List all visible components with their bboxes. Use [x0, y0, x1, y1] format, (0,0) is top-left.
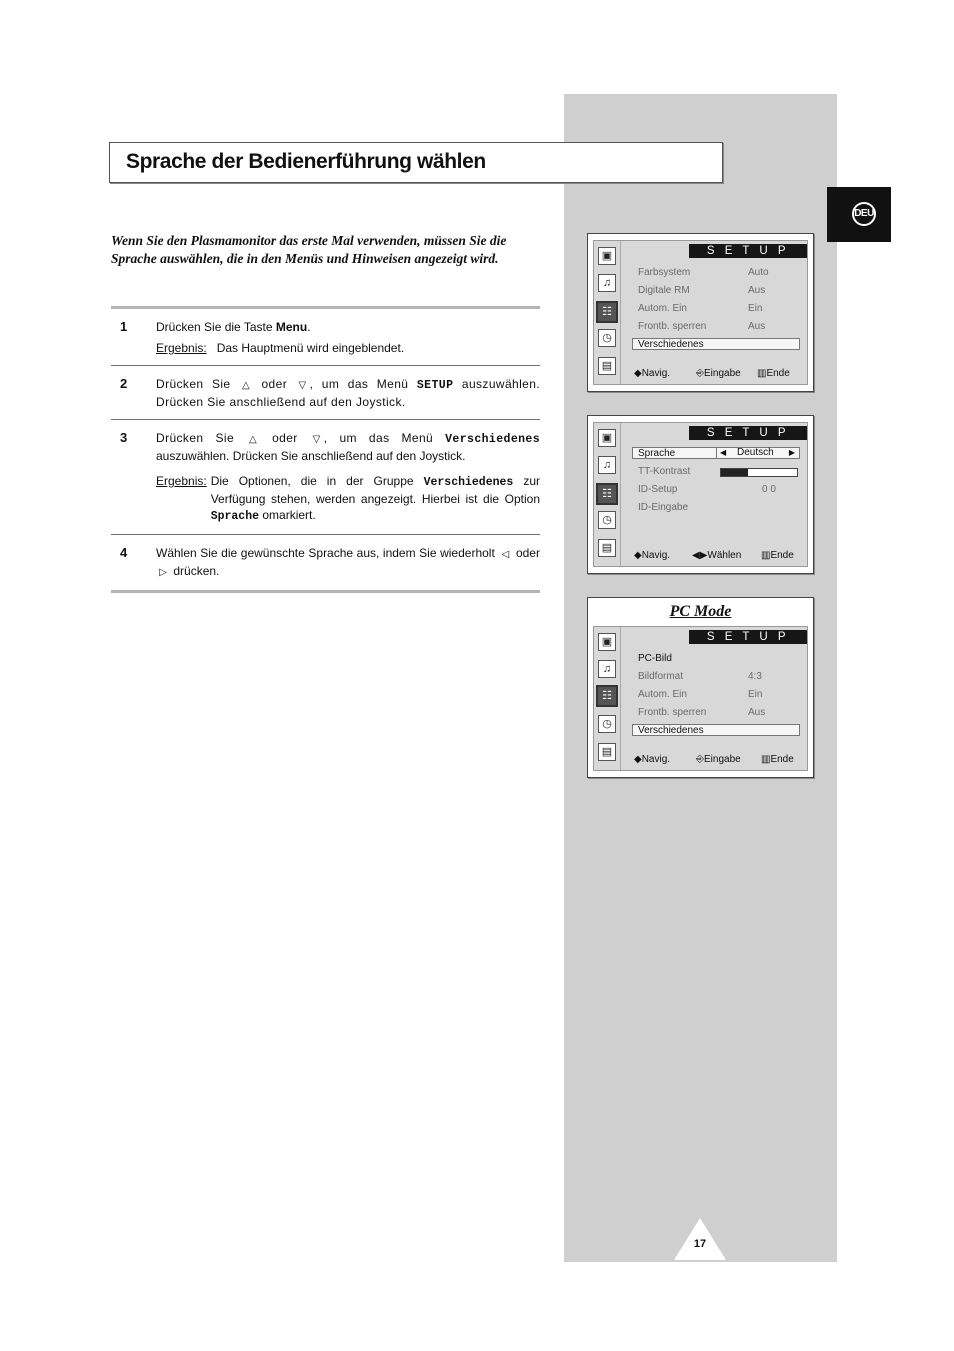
step-text-part: auszuwählen. Drücken Sie anschließend auf den Joystick.: [156, 449, 466, 463]
picture-menu-icon: ▣: [598, 633, 616, 651]
row-value: Aus: [748, 285, 766, 296]
enter-hint-label: Eingabe: [704, 368, 741, 379]
row-label: Farbsystem: [638, 267, 691, 278]
nav-hint: ◆Navig.: [634, 754, 671, 765]
row-value: Ein: [748, 303, 763, 314]
row-label: Frontb. sperren: [638, 321, 707, 332]
menu-name: Verschiedenes: [423, 476, 514, 489]
option-name: Sprache: [210, 510, 260, 523]
menu-row: [638, 466, 690, 477]
step-text-part: , um das Menü: [323, 431, 434, 445]
step-1: [111, 309, 540, 365]
osd-panel: [593, 240, 808, 385]
step-text-part: oder: [515, 546, 540, 560]
step-text-part: , um das Menü: [309, 377, 409, 391]
setup-header: S E T U P: [689, 244, 807, 258]
menu-row: [638, 285, 766, 296]
tt-contrast-fill: [721, 469, 748, 476]
menu-row: [638, 653, 672, 664]
step-text: [156, 319, 540, 335]
step-text-part: Drücken Sie die Taste: [156, 320, 276, 334]
menu-row: [638, 267, 769, 278]
setup-menu-icon: ☷: [598, 303, 616, 321]
timer-menu-icon: ◷: [598, 329, 616, 347]
picture-menu-icon: ▣: [598, 429, 616, 447]
chevron-right-icon: ▶: [788, 448, 795, 457]
page-number: 17: [693, 1238, 707, 1250]
enter-hint-label: Eingabe: [704, 754, 741, 765]
sound-menu-icon: ♫: [598, 274, 616, 292]
step-number: 3: [120, 430, 128, 445]
osd-screen-language: [587, 415, 814, 574]
menu-row: [638, 689, 763, 700]
menu-icon-column: [594, 423, 621, 566]
menu-name: Verschiedenes: [445, 433, 541, 446]
exit-hint: ▥Ende: [761, 550, 794, 561]
result-text-part: zur Verfügung stehen, werden angezeigt. Hierbei ist die Option: [210, 474, 541, 506]
step-text: [156, 545, 540, 581]
exit-hint-label: Ende: [770, 754, 794, 765]
menu-row-selected: [638, 339, 704, 350]
setup-menu-icon: ☷: [598, 687, 616, 705]
result-text-part: omarkiert.: [262, 508, 316, 522]
row-value: 4:3: [748, 671, 762, 682]
menu-row: [638, 707, 766, 718]
setup-menu-icon: ☷: [598, 485, 616, 503]
up-arrow-icon: △: [241, 380, 251, 391]
up-arrow-icon: △: [249, 434, 258, 445]
step-3: [111, 420, 540, 534]
row-label: Autom. Ein: [638, 303, 687, 314]
menu-name: SETUP: [416, 379, 454, 392]
osd-screen-pc-mode: [587, 597, 814, 778]
row-label: ID-Setup: [638, 484, 678, 495]
row-label: TT-Kontrast: [638, 466, 691, 477]
result-text: [211, 473, 540, 525]
title-box: [109, 142, 723, 183]
left-arrow-icon: ◁: [501, 549, 510, 560]
row-label: Verschiedenes: [638, 725, 704, 736]
menu-row: [638, 321, 766, 332]
language-badge: DEU: [852, 202, 876, 226]
row-label: Bildformat: [638, 671, 684, 682]
osd-footer: [634, 368, 803, 380]
step-text-part: drücken.: [173, 564, 220, 578]
nav-hint: ◆Navig.: [634, 550, 671, 561]
language-selector[interactable]: [716, 447, 801, 459]
row-label: Frontb. sperren: [638, 707, 707, 718]
sound-menu-icon: ♫: [598, 456, 616, 474]
step-number: 4: [120, 545, 128, 560]
divider: [111, 590, 540, 593]
row-value: Auto: [748, 267, 769, 278]
osd-panel: [593, 626, 808, 771]
row-label: Autom. Ein: [638, 689, 687, 700]
menu-row: [638, 303, 763, 314]
osd-screen-setup: [587, 233, 814, 392]
exit-hint-label: Ende: [770, 550, 794, 561]
result-label: Ergebnis:: [156, 474, 207, 488]
sound-menu-icon: ♫: [598, 660, 616, 678]
menu-icon-column: [594, 627, 621, 770]
menu-icon-column: [594, 241, 621, 384]
osd-footer: [634, 754, 803, 766]
right-arrow-icon: ▷: [159, 567, 167, 578]
row-label: ID-Eingabe: [638, 502, 689, 513]
step-2: [111, 366, 540, 419]
osd-footer: [634, 550, 803, 562]
timer-menu-icon: ◷: [598, 715, 616, 733]
row-value: Aus: [748, 707, 766, 718]
pip-menu-icon: ▤: [598, 743, 616, 761]
step-text-part: Drücken Sie: [156, 377, 231, 391]
pc-mode-title: PC Mode: [669, 603, 732, 620]
menu-row-selected: [638, 448, 675, 459]
language-value: Deutsch: [737, 447, 774, 458]
chevron-left-icon: ◀: [720, 448, 727, 457]
enter-hint: ⎆Eingabe: [696, 368, 741, 379]
step-text: [156, 376, 540, 410]
result-row: [156, 340, 540, 356]
setup-header: S E T U P: [689, 630, 807, 644]
row-label: Verschiedenes: [638, 339, 704, 350]
result-row: [156, 473, 540, 525]
step-text-part: oder: [261, 377, 288, 391]
language-tab: [827, 187, 891, 242]
page-title: Sprache der Bedienerführung wählen: [126, 150, 486, 173]
menu-row: [638, 484, 776, 495]
picture-menu-icon: ▣: [598, 247, 616, 265]
osd-panel: [593, 422, 808, 567]
step-text-part: Wählen Sie die gewünschte Sprache aus, indem Sie wiederholt: [156, 546, 495, 560]
menu-row: [638, 671, 762, 682]
row-label: Sprache: [638, 448, 676, 459]
row-label: PC-Bild: [638, 653, 672, 664]
menu-row: [638, 502, 688, 513]
down-arrow-icon: ▽: [312, 434, 321, 445]
exit-hint-label: Ende: [766, 368, 790, 379]
setup-header: S E T U P: [689, 426, 807, 440]
tt-contrast-bar[interactable]: [720, 468, 798, 477]
timer-menu-icon: ◷: [598, 511, 616, 529]
pip-menu-icon: ▤: [598, 539, 616, 557]
step-text-part: auszuwählen. Drücken Sie anschließend auf den Joystick.: [156, 377, 541, 409]
row-value: Aus: [748, 321, 766, 332]
result-label: Ergebnis:: [156, 341, 207, 355]
row-label: Digitale RM: [638, 285, 690, 296]
row-value: 0 0: [762, 484, 776, 495]
step-number: 1: [120, 319, 128, 334]
step-number: 2: [120, 376, 128, 391]
nav-hint: ◆Navig.: [634, 368, 671, 379]
step-4: [111, 535, 540, 590]
pip-menu-icon: ▤: [598, 357, 616, 375]
step-text-part: Drücken Sie: [156, 431, 235, 445]
intro-text: Wenn Sie den Plasmamonitor das erste Mal verwenden, müssen Sie die Sprache auswählen, die in den Menüs und Hinweisen angezeigt wird.: [111, 233, 507, 266]
menu-row-selected: [638, 725, 704, 736]
step-text-part: .: [307, 320, 311, 334]
step-text-part: oder: [272, 431, 298, 445]
step-text: [156, 430, 540, 464]
exit-hint: ▥Ende: [761, 754, 794, 765]
result-text-part: Die Optionen, die in der Gruppe: [210, 474, 414, 488]
steps-list: [111, 306, 540, 593]
enter-hint: ⎆Eingabe: [696, 754, 741, 765]
exit-hint: ▥Ende: [757, 368, 790, 379]
down-arrow-icon: ▽: [298, 380, 307, 391]
row-value: Ein: [748, 689, 763, 700]
menu-key: Menu: [275, 320, 308, 334]
select-hint: ◀▶Wählen: [692, 550, 742, 561]
result-text: Das Hauptmenü wird eingeblendet.: [216, 341, 405, 355]
